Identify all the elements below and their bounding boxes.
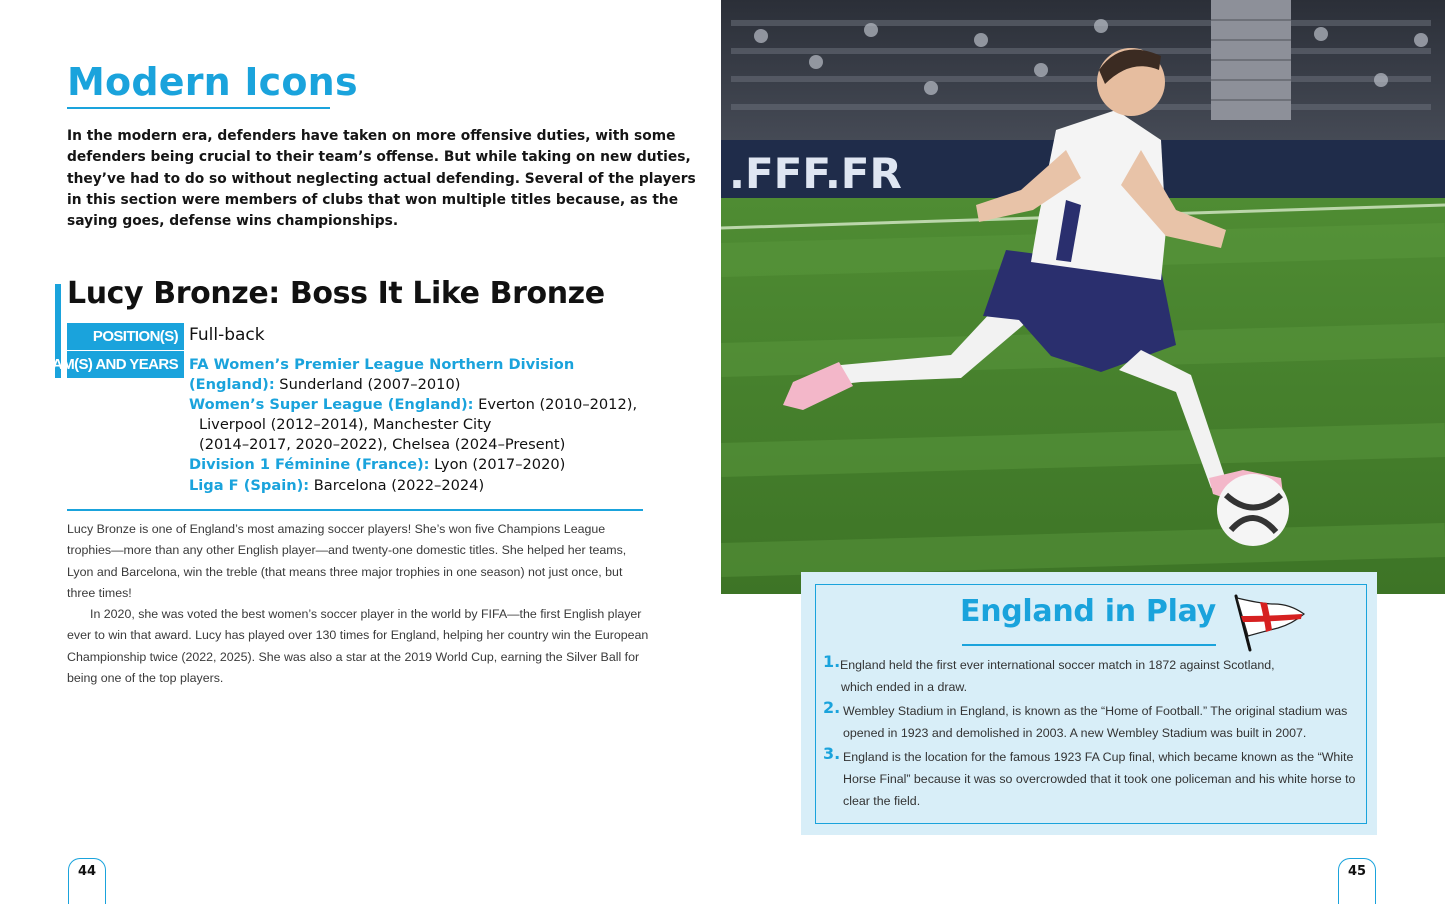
intro-line: they’ve had to do so without neglecting actual defending. Several of the players [67,170,696,187]
bio-line: Lucy Bronze is one of England’s most amazing soccer players! She’s won five Champions League [67,522,606,536]
page-number-left: 44 [68,858,106,904]
bio-line: trophies—more than any other English player—and twenty-one domestic titles. She helped her teams, [67,543,627,558]
position-label-text: POSITION(S) [92,328,178,345]
teams-line [189,395,637,415]
teams-label-text: TEAM(S) AND YEARS [34,356,178,373]
page-number-right: 45 [1338,858,1376,904]
teams-line [189,355,637,375]
position-label [67,323,184,350]
teams-label [34,351,184,378]
league-name: Division 1 Féminine (France): [189,456,430,474]
position-value: Full-back [189,325,265,345]
photo-illustration [721,0,1445,594]
club-years: Everton (2010–2012), [473,396,638,414]
england-flag-icon [1232,594,1306,652]
league-name: Women’s Super League (England): [189,396,474,414]
facts-title-underline [962,644,1216,646]
league-name: FA Women’s Premier League Northern Division [189,356,575,373]
club-years: Liverpool (2012–2014), Manchester City [199,416,492,434]
teams-list [189,355,637,496]
fact-line: clear the field. [843,793,921,808]
bio-line: being one of the top players. [67,671,224,686]
photo-banner-text: .FFF.FR [729,149,902,198]
fact-line: England is the location for the famous 1923 FA Cup final, which became known as the “White [843,750,1354,764]
league-name: Liga F (Spain): [189,476,310,494]
facts-title: England in Play [960,594,1216,629]
intro-paragraph [67,126,696,232]
bio-text [67,519,647,689]
league-name: (England): [189,376,275,394]
bio-line: Lyon and Barcelona, win the treble (that means three major trophies in one season) not just once, but [67,564,623,579]
club-years: Lyon (2017–2020) [429,456,566,474]
intro-line: in this section were members of clubs that won multiple titles because, as the [67,191,679,208]
bio-line: Championship twice (2022, 2025). She was also a star at the 2019 World Cup, earning the Silver Ball for [67,649,640,664]
fact-line: Wembley Stadium in England, is known as the “Home of Football.” The original stadium was [843,704,1348,718]
fact-line: opened in 1923 and demolished in 2003. A new Wembley Stadium was built in 2007. [843,725,1307,740]
teams-line [189,455,637,475]
fact-number: 3. [823,744,841,763]
fact-item [823,744,1358,812]
title-underline [67,107,330,109]
bio-line: ever to win that award. Lucy has played over 130 times for England, helping her country win the European [67,628,649,643]
fact-item [823,652,1358,699]
teams-line [189,415,637,435]
intro-line: defenders being crucial to their team’s offense. But while taking on new duties, [67,149,691,166]
intro-line: saying goes, defense wins championships. [67,213,399,230]
section-divider [67,509,643,511]
fact-line: which ended in a draw. [841,679,968,694]
teams-line [189,375,637,395]
teams-line [189,476,637,496]
fact-line: Horse Final” because it was so overcrowded that it took one policeman and his white horse to [843,771,1356,786]
section-title: Modern Icons [67,60,358,104]
fact-item [823,698,1358,745]
fact-line: England held the first ever international soccer match in 1872 against Scotland, [840,658,1275,672]
club-years: Barcelona (2022–2024) [309,476,485,494]
soccer-player-photo [721,0,1445,594]
intro-line: In the modern era, defenders have taken on more offensive duties, with some [67,128,676,144]
fact-number: 2. [823,698,841,717]
player-heading: Lucy Bronze: Boss It Like Bronze [67,276,605,311]
fact-number: 1. [823,652,841,671]
club-years: (2014–2017, 2020–2022), Chelsea (2024–Present) [199,436,566,454]
bio-line: In 2020, she was voted the best women’s soccer player in the world by FIFA—the first English player [90,607,642,622]
teams-line [189,435,637,455]
bio-line: three times! [67,585,132,600]
club-years: Sunderland (2007–2010) [274,376,461,394]
